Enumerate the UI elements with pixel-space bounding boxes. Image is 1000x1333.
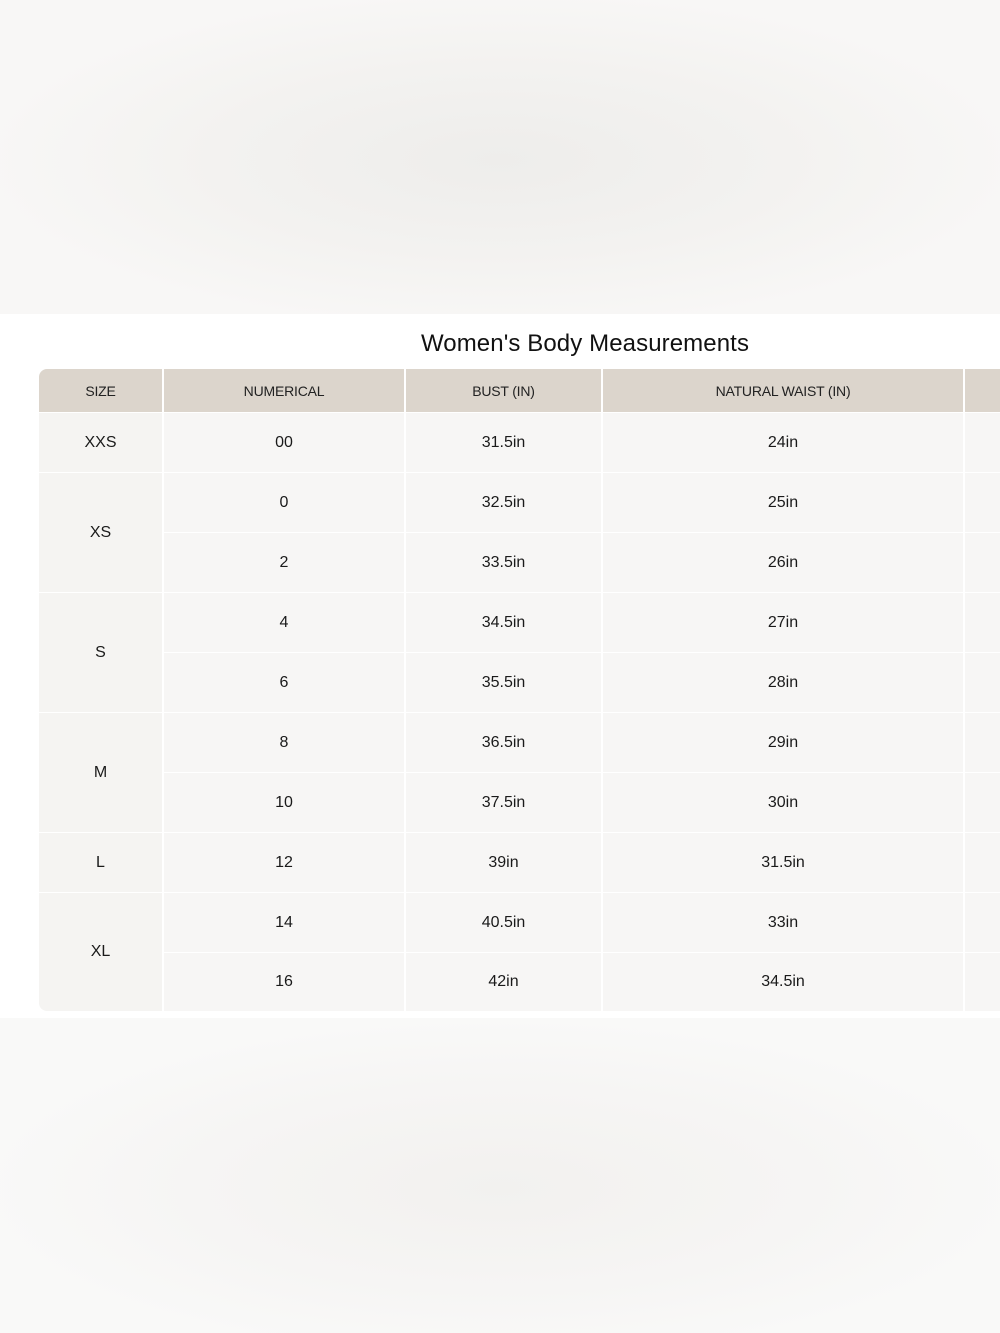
numerical-cell: 2 [164, 532, 406, 592]
size-cell: M [39, 712, 164, 832]
table-row [39, 832, 1000, 892]
cut-off-cell [965, 772, 1000, 832]
table-row [39, 472, 1000, 532]
bust-cell: 40.5in [406, 892, 603, 952]
size-cell: L [39, 832, 164, 892]
cut-off-cell [965, 832, 1000, 892]
numerical-cell: 6 [164, 652, 406, 712]
header-bust: BUST (IN) [406, 369, 603, 412]
table-row [39, 652, 1000, 712]
size-cell: XL [39, 892, 164, 1011]
bust-cell: 39in [406, 832, 603, 892]
table-header [39, 369, 1000, 412]
natural-waist-cell: 33in [603, 892, 965, 952]
size-cell: S [39, 592, 164, 712]
bust-cell: 34.5in [406, 592, 603, 652]
chart-title: Women's Body Measurements [420, 330, 750, 357]
background-top [0, 0, 1000, 314]
table-row [39, 952, 1000, 1011]
numerical-cell: 00 [164, 412, 406, 472]
bust-cell: 32.5in [406, 472, 603, 532]
header-size: SIZE [39, 369, 164, 412]
measurements-table [39, 369, 1000, 1011]
natural-waist-cell: 25in [603, 472, 965, 532]
numerical-cell: 0 [164, 472, 406, 532]
cut-off-cell [965, 892, 1000, 952]
size-chart-panel [0, 314, 1000, 1018]
header-cut-off-column [965, 369, 1000, 412]
cut-off-cell [965, 532, 1000, 592]
cut-off-cell [965, 472, 1000, 532]
size-cell: XXS [39, 412, 164, 472]
natural-waist-cell: 24in [603, 412, 965, 472]
numerical-cell: 14 [164, 892, 406, 952]
numerical-cell: 8 [164, 712, 406, 772]
cut-off-cell [965, 412, 1000, 472]
header-natural-waist: NATURAL WAIST (IN) [603, 369, 965, 412]
cut-off-cell [965, 712, 1000, 772]
bust-cell: 31.5in [406, 412, 603, 472]
numerical-cell: 16 [164, 952, 406, 1011]
bust-cell: 36.5in [406, 712, 603, 772]
numerical-cell: 4 [164, 592, 406, 652]
measurements-table-wrapper [39, 369, 1000, 1011]
table-row [39, 592, 1000, 652]
table-row [39, 532, 1000, 592]
size-cell: XS [39, 472, 164, 592]
bust-cell: 35.5in [406, 652, 603, 712]
natural-waist-cell: 29in [603, 712, 965, 772]
table-body [39, 412, 1000, 1011]
numerical-cell: 12 [164, 832, 406, 892]
natural-waist-cell: 34.5in [603, 952, 965, 1011]
cut-off-cell [965, 652, 1000, 712]
background-bottom [0, 1018, 1000, 1333]
bust-cell: 42in [406, 952, 603, 1011]
table-row [39, 712, 1000, 772]
bust-cell: 37.5in [406, 772, 603, 832]
bust-cell: 33.5in [406, 532, 603, 592]
table-row [39, 412, 1000, 472]
natural-waist-cell: 27in [603, 592, 965, 652]
cut-off-cell [965, 592, 1000, 652]
header-row [39, 369, 1000, 412]
table-row [39, 892, 1000, 952]
cut-off-cell [965, 952, 1000, 1011]
header-numerical: NUMERICAL [164, 369, 406, 412]
natural-waist-cell: 31.5in [603, 832, 965, 892]
natural-waist-cell: 26in [603, 532, 965, 592]
numerical-cell: 10 [164, 772, 406, 832]
natural-waist-cell: 30in [603, 772, 965, 832]
table-row [39, 772, 1000, 832]
natural-waist-cell: 28in [603, 652, 965, 712]
